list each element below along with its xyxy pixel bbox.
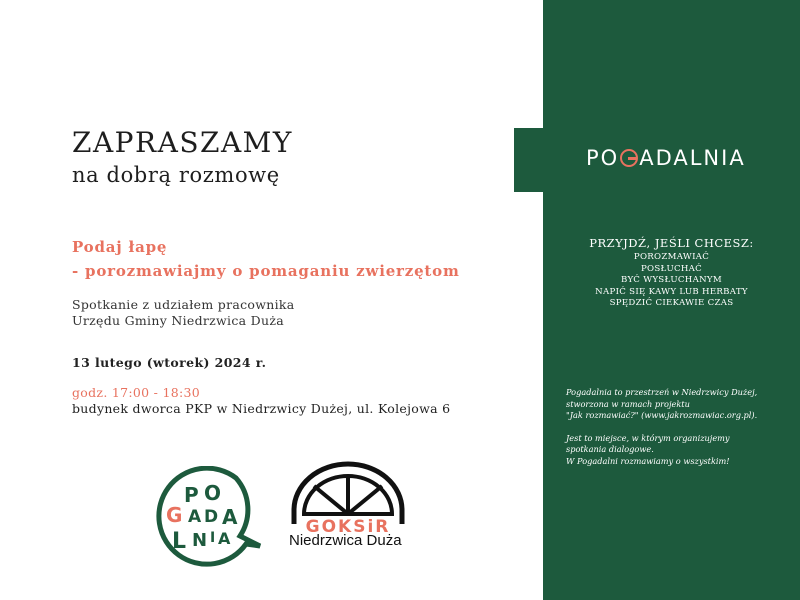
logo-letter: N	[192, 530, 208, 551]
event-time: godz. 17:00 - 18:30	[72, 385, 200, 400]
come-item: NAPIĆ SIĘ KAWY LUB HERBATY	[595, 286, 748, 297]
topic-subtitle: - porozmawiajmy o pomaganiu zwierzętom	[72, 262, 460, 280]
logo-letter: G	[166, 503, 183, 527]
info-paragraph-1: Pogadalnia to przestrzeń w Niedrzwicy Dużej, stworzona w ramach projektu "Jak rozmawiać?" (www.jakrozmawiac.org.pl).	[566, 387, 758, 420]
come-list	[543, 252, 800, 310]
brand-g-ring-icon	[620, 149, 638, 167]
goksir-subtitle: Niedrzwica Duża	[289, 532, 402, 549]
description-line-1: Spotkanie z udziałem pracownika	[72, 297, 295, 312]
logo-letter: D	[204, 507, 219, 527]
page-subtitle: na dobrą rozmowę	[72, 163, 280, 187]
logo-letter: A	[218, 529, 231, 548]
come-item: POSŁUCHAĆ	[640, 263, 703, 274]
come-item: BYĆ WYSŁUCHANYM	[621, 275, 722, 286]
goksir-wordmark: GOKSiR	[305, 517, 391, 534]
come-title: PRZYJDŹ, JEŚLI CHCESZ:	[589, 236, 754, 250]
come-item: SPĘDZIĆ CIEKAWIE CZAS	[609, 298, 734, 309]
logo-letter: I	[210, 530, 216, 546]
goksir-logo	[288, 458, 408, 534]
topic-title: Podaj łapę	[72, 238, 168, 256]
logo-letter: O	[204, 481, 222, 505]
info-text	[566, 387, 796, 478]
description-line-2: Urzędu Gminy Niedrzwica Duża	[72, 313, 284, 328]
brand-text-after: ADALNIA	[639, 146, 746, 170]
logo-letter: A	[188, 507, 202, 527]
pogadalnia-logo	[142, 466, 264, 572]
brand-text-before: PO	[586, 146, 620, 170]
logo-letter: A	[222, 505, 238, 529]
logo-letter: P	[184, 483, 199, 507]
page-title: ZAPRASZAMY	[72, 126, 293, 159]
event-place: budynek dworca PKP w Niedrzwicy Dużej, ul. Kolejowa 6	[72, 401, 451, 416]
come-item: POROZMAWIAĆ	[633, 252, 710, 262]
logo-letter: L	[172, 529, 187, 554]
info-paragraph-2: Jest to miejsce, w którym organizujemy spotkania dialogowe. W Pogadalni rozmawiamy o wszystkim!	[566, 432, 730, 466]
pogadalnia-brand	[586, 146, 746, 170]
event-date: 13 lutego (wtorek) 2024 r.	[72, 355, 267, 370]
